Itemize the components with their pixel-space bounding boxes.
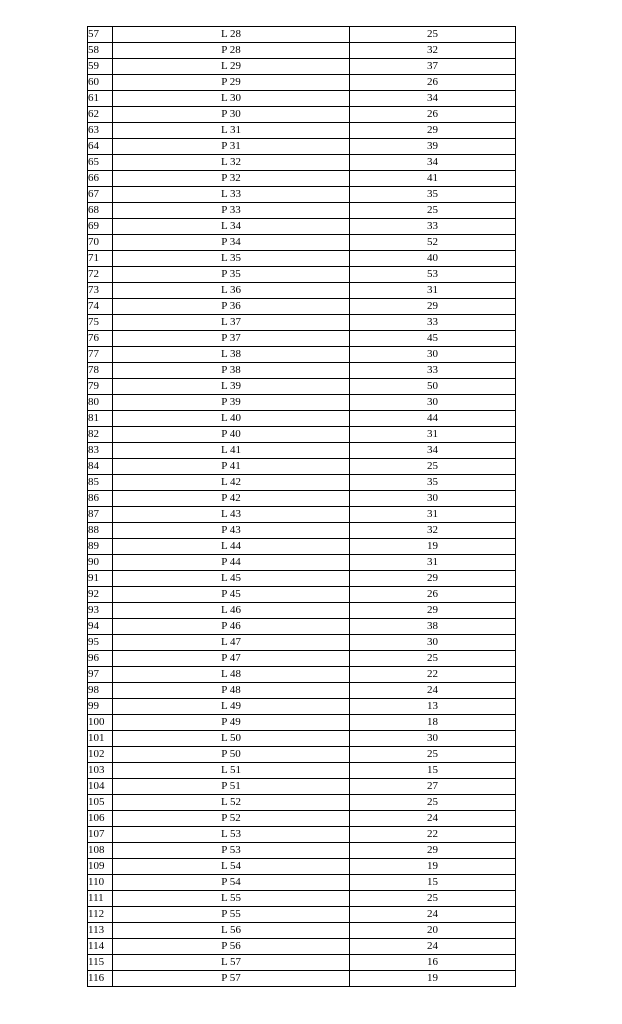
table-row [88, 235, 516, 251]
value-cell: 40 [350, 251, 516, 267]
row-number-cell: 101 [88, 731, 113, 747]
row-number-cell: 107 [88, 827, 113, 843]
code-cell: P 35 [113, 267, 350, 283]
table-row [88, 187, 516, 203]
table-row [88, 827, 516, 843]
value-cell: 19 [350, 539, 516, 555]
value-cell: 31 [350, 427, 516, 443]
table-row [88, 43, 516, 59]
value-cell: 25 [350, 203, 516, 219]
table-row [88, 555, 516, 571]
row-number-cell: 87 [88, 507, 113, 523]
table-row [88, 571, 516, 587]
row-number-cell: 95 [88, 635, 113, 651]
row-number-cell: 62 [88, 107, 113, 123]
code-cell: L 37 [113, 315, 350, 331]
row-number-cell: 57 [88, 27, 113, 43]
table-row [88, 523, 516, 539]
value-cell: 30 [350, 491, 516, 507]
row-number-cell: 92 [88, 587, 113, 603]
row-number-cell: 98 [88, 683, 113, 699]
value-cell: 39 [350, 139, 516, 155]
code-cell: L 49 [113, 699, 350, 715]
row-number-cell: 99 [88, 699, 113, 715]
code-cell: P 34 [113, 235, 350, 251]
table-row [88, 763, 516, 779]
row-number-cell: 73 [88, 283, 113, 299]
code-cell: L 53 [113, 827, 350, 843]
row-number-cell: 78 [88, 363, 113, 379]
value-cell: 19 [350, 971, 516, 987]
table-row [88, 779, 516, 795]
value-cell: 35 [350, 187, 516, 203]
row-number-cell: 106 [88, 811, 113, 827]
table-row [88, 219, 516, 235]
value-cell: 25 [350, 27, 516, 43]
value-cell: 25 [350, 795, 516, 811]
value-cell: 29 [350, 603, 516, 619]
row-number-cell: 66 [88, 171, 113, 187]
code-cell: L 52 [113, 795, 350, 811]
table-row [88, 75, 516, 91]
table-row [88, 283, 516, 299]
row-number-cell: 86 [88, 491, 113, 507]
row-number-cell: 69 [88, 219, 113, 235]
value-cell: 15 [350, 875, 516, 891]
value-cell: 27 [350, 779, 516, 795]
table-row [88, 635, 516, 651]
table-row [88, 891, 516, 907]
row-number-cell: 113 [88, 923, 113, 939]
table-row [88, 907, 516, 923]
row-number-cell: 103 [88, 763, 113, 779]
row-number-cell: 64 [88, 139, 113, 155]
row-number-cell: 81 [88, 411, 113, 427]
value-cell: 31 [350, 555, 516, 571]
table-row [88, 347, 516, 363]
row-number-cell: 65 [88, 155, 113, 171]
table-row [88, 795, 516, 811]
value-cell: 30 [350, 731, 516, 747]
code-cell: L 40 [113, 411, 350, 427]
code-cell: L 54 [113, 859, 350, 875]
row-number-cell: 89 [88, 539, 113, 555]
value-cell: 13 [350, 699, 516, 715]
table-row [88, 843, 516, 859]
value-cell: 37 [350, 59, 516, 75]
row-number-cell: 85 [88, 475, 113, 491]
value-cell: 53 [350, 267, 516, 283]
value-cell: 34 [350, 91, 516, 107]
code-cell: P 46 [113, 619, 350, 635]
value-cell: 22 [350, 827, 516, 843]
value-cell: 32 [350, 523, 516, 539]
value-cell: 19 [350, 859, 516, 875]
row-number-cell: 75 [88, 315, 113, 331]
value-cell: 29 [350, 571, 516, 587]
table-row [88, 443, 516, 459]
table-row [88, 859, 516, 875]
code-cell: L 38 [113, 347, 350, 363]
row-number-cell: 93 [88, 603, 113, 619]
value-cell: 16 [350, 955, 516, 971]
row-number-cell: 79 [88, 379, 113, 395]
value-cell: 26 [350, 587, 516, 603]
code-cell: P 50 [113, 747, 350, 763]
code-cell: L 41 [113, 443, 350, 459]
code-cell: L 34 [113, 219, 350, 235]
code-cell: L 51 [113, 763, 350, 779]
value-cell: 25 [350, 747, 516, 763]
code-cell: L 29 [113, 59, 350, 75]
row-number-cell: 116 [88, 971, 113, 987]
value-cell: 38 [350, 619, 516, 635]
row-number-cell: 59 [88, 59, 113, 75]
code-cell: P 31 [113, 139, 350, 155]
table-row [88, 539, 516, 555]
code-cell: L 33 [113, 187, 350, 203]
code-cell: P 37 [113, 331, 350, 347]
row-number-cell: 102 [88, 747, 113, 763]
code-cell: P 32 [113, 171, 350, 187]
row-number-cell: 63 [88, 123, 113, 139]
row-number-cell: 112 [88, 907, 113, 923]
row-number-cell: 111 [88, 891, 113, 907]
value-cell: 29 [350, 123, 516, 139]
table-row [88, 875, 516, 891]
code-cell: P 29 [113, 75, 350, 91]
table-row [88, 379, 516, 395]
table-row [88, 747, 516, 763]
row-number-cell: 82 [88, 427, 113, 443]
code-cell: L 39 [113, 379, 350, 395]
table-row [88, 731, 516, 747]
table-row [88, 315, 516, 331]
row-number-cell: 90 [88, 555, 113, 571]
value-cell: 33 [350, 315, 516, 331]
table-row [88, 299, 516, 315]
value-cell: 50 [350, 379, 516, 395]
value-cell: 29 [350, 843, 516, 859]
table-row [88, 603, 516, 619]
table-row [88, 491, 516, 507]
row-number-cell: 114 [88, 939, 113, 955]
value-cell: 22 [350, 667, 516, 683]
code-cell: P 30 [113, 107, 350, 123]
code-cell: P 44 [113, 555, 350, 571]
code-cell: L 30 [113, 91, 350, 107]
row-number-cell: 94 [88, 619, 113, 635]
value-cell: 24 [350, 683, 516, 699]
code-cell: L 28 [113, 27, 350, 43]
value-cell: 24 [350, 811, 516, 827]
row-number-cell: 74 [88, 299, 113, 315]
code-cell: P 38 [113, 363, 350, 379]
table-body [88, 27, 516, 987]
code-cell: L 46 [113, 603, 350, 619]
value-cell: 18 [350, 715, 516, 731]
code-cell: L 48 [113, 667, 350, 683]
value-cell: 33 [350, 219, 516, 235]
table-row [88, 651, 516, 667]
row-number-cell: 115 [88, 955, 113, 971]
value-cell: 41 [350, 171, 516, 187]
table-row [88, 715, 516, 731]
row-number-cell: 71 [88, 251, 113, 267]
value-cell: 25 [350, 459, 516, 475]
row-number-cell: 100 [88, 715, 113, 731]
row-number-cell: 96 [88, 651, 113, 667]
code-cell: P 54 [113, 875, 350, 891]
code-cell: P 28 [113, 43, 350, 59]
row-number-cell: 60 [88, 75, 113, 91]
row-number-cell: 77 [88, 347, 113, 363]
table-row [88, 587, 516, 603]
row-number-cell: 108 [88, 843, 113, 859]
row-number-cell: 88 [88, 523, 113, 539]
code-cell: P 45 [113, 587, 350, 603]
table-row [88, 971, 516, 987]
row-number-cell: 91 [88, 571, 113, 587]
row-number-cell: 83 [88, 443, 113, 459]
code-cell: P 51 [113, 779, 350, 795]
code-cell: P 47 [113, 651, 350, 667]
value-cell: 25 [350, 891, 516, 907]
table-row [88, 811, 516, 827]
value-cell: 52 [350, 235, 516, 251]
value-cell: 20 [350, 923, 516, 939]
row-number-cell: 105 [88, 795, 113, 811]
row-number-cell: 58 [88, 43, 113, 59]
table-row [88, 171, 516, 187]
table-row [88, 619, 516, 635]
table-row [88, 939, 516, 955]
code-cell: P 36 [113, 299, 350, 315]
value-cell: 30 [350, 635, 516, 651]
code-cell: P 42 [113, 491, 350, 507]
code-cell: L 44 [113, 539, 350, 555]
row-number-cell: 97 [88, 667, 113, 683]
table-row [88, 59, 516, 75]
code-cell: L 35 [113, 251, 350, 267]
table-row [88, 251, 516, 267]
code-cell: P 55 [113, 907, 350, 923]
code-cell: L 31 [113, 123, 350, 139]
table-row [88, 395, 516, 411]
value-cell: 32 [350, 43, 516, 59]
value-cell: 26 [350, 75, 516, 91]
value-cell: 15 [350, 763, 516, 779]
table-row [88, 267, 516, 283]
row-number-cell: 84 [88, 459, 113, 475]
table-row [88, 139, 516, 155]
code-cell: L 45 [113, 571, 350, 587]
value-cell: 31 [350, 283, 516, 299]
code-cell: L 55 [113, 891, 350, 907]
table-row [88, 91, 516, 107]
table-row [88, 475, 516, 491]
row-number-cell: 67 [88, 187, 113, 203]
code-cell: P 56 [113, 939, 350, 955]
table-row [88, 923, 516, 939]
table-row [88, 107, 516, 123]
value-cell: 34 [350, 443, 516, 459]
code-cell: L 47 [113, 635, 350, 651]
code-cell: P 49 [113, 715, 350, 731]
value-cell: 30 [350, 347, 516, 363]
table-row [88, 27, 516, 43]
table-row [88, 203, 516, 219]
code-cell: L 56 [113, 923, 350, 939]
code-cell: P 40 [113, 427, 350, 443]
row-number-cell: 76 [88, 331, 113, 347]
table-row [88, 955, 516, 971]
row-number-cell: 68 [88, 203, 113, 219]
table-row [88, 411, 516, 427]
row-number-cell: 61 [88, 91, 113, 107]
code-cell: P 52 [113, 811, 350, 827]
code-cell: P 41 [113, 459, 350, 475]
code-cell: P 53 [113, 843, 350, 859]
code-cell: L 36 [113, 283, 350, 299]
code-cell: L 42 [113, 475, 350, 491]
table-row [88, 683, 516, 699]
row-number-cell: 72 [88, 267, 113, 283]
value-cell: 33 [350, 363, 516, 379]
table-row [88, 155, 516, 171]
code-cell: L 57 [113, 955, 350, 971]
value-cell: 34 [350, 155, 516, 171]
code-cell: P 43 [113, 523, 350, 539]
data-table [87, 26, 516, 987]
table-row [88, 699, 516, 715]
table-row [88, 667, 516, 683]
code-cell: P 48 [113, 683, 350, 699]
table-row [88, 331, 516, 347]
value-cell: 44 [350, 411, 516, 427]
value-cell: 29 [350, 299, 516, 315]
row-number-cell: 80 [88, 395, 113, 411]
table-row [88, 363, 516, 379]
row-number-cell: 104 [88, 779, 113, 795]
code-cell: L 50 [113, 731, 350, 747]
value-cell: 25 [350, 651, 516, 667]
code-cell: L 43 [113, 507, 350, 523]
value-cell: 26 [350, 107, 516, 123]
table-row [88, 507, 516, 523]
code-cell: L 32 [113, 155, 350, 171]
value-cell: 24 [350, 939, 516, 955]
value-cell: 45 [350, 331, 516, 347]
value-cell: 31 [350, 507, 516, 523]
code-cell: P 39 [113, 395, 350, 411]
value-cell: 24 [350, 907, 516, 923]
row-number-cell: 110 [88, 875, 113, 891]
row-number-cell: 109 [88, 859, 113, 875]
table-row [88, 123, 516, 139]
table-row [88, 427, 516, 443]
row-number-cell: 70 [88, 235, 113, 251]
value-cell: 30 [350, 395, 516, 411]
code-cell: P 33 [113, 203, 350, 219]
value-cell: 35 [350, 475, 516, 491]
table-row [88, 459, 516, 475]
code-cell: P 57 [113, 971, 350, 987]
